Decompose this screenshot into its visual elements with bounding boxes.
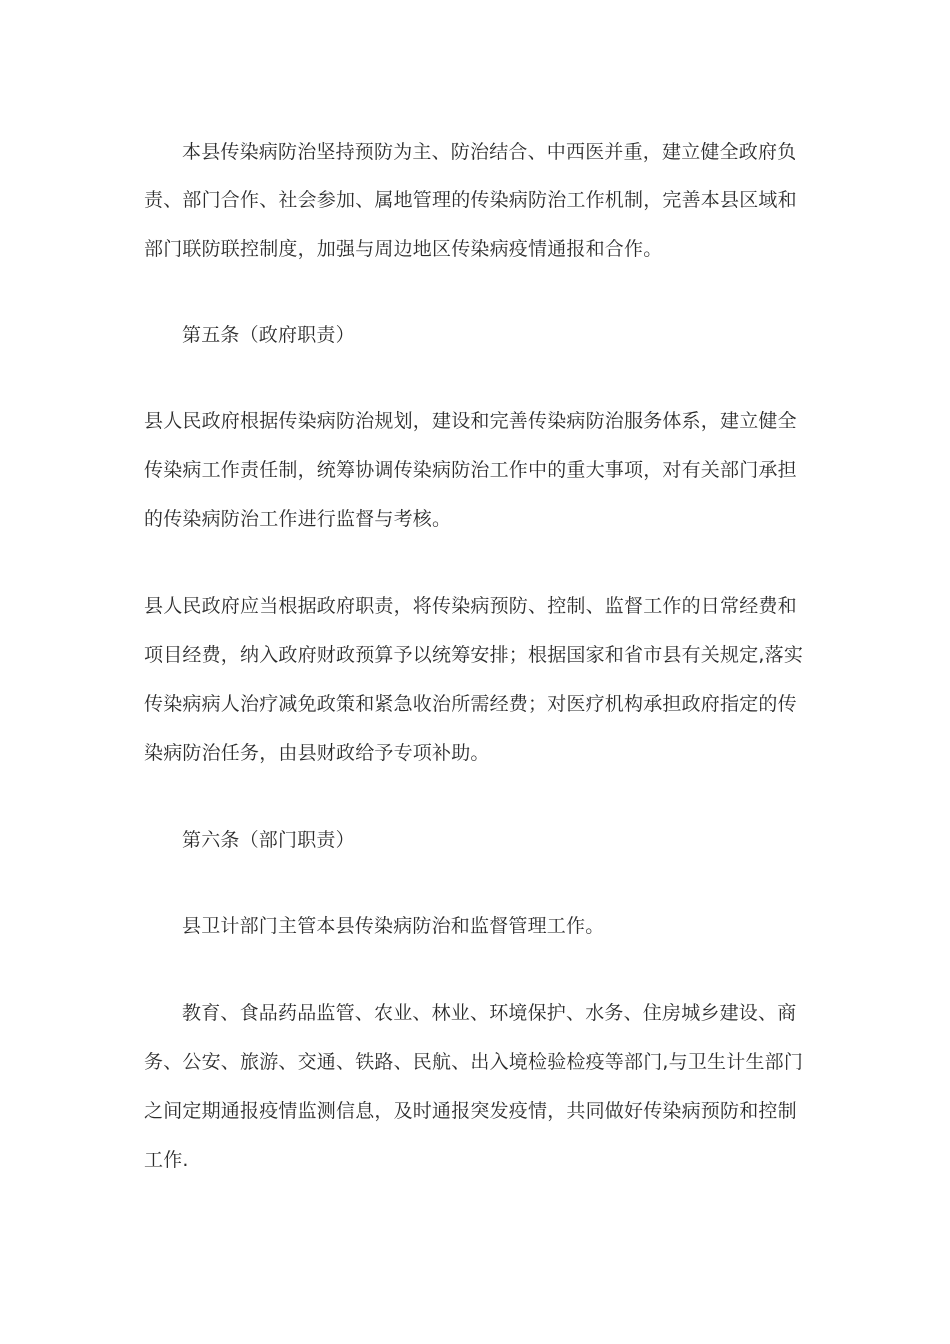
para1-line-1: 本县传染病防治坚持预防为主、防治结合、中西医并重，建立健全政府负 [182,141,797,163]
para4-line-1: 县卫计部门主管本县传染病防治和监督管理工作。 [182,915,605,937]
para2-line-3: 的传染病防治工作进行监督与考核。 [144,508,452,530]
para1-line-2: 责、部门合作、社会参加、属地管理的传染病防治工作机制，完善本县区域和 [144,189,797,211]
para2-line-1: 县人民政府根据传染病防治规划，建设和完善传染病防治服务体系，建立健全 [144,410,797,432]
para3-line-3: 传染病病人治疗减免政策和紧急收治所需经费；对医疗机构承担政府指定的传 [144,693,797,715]
para3-line-4: 染病防治任务，由县财政给予专项补助。 [144,742,490,764]
article-6-heading: 第六条（部门职责） [182,829,355,851]
para3-line-1: 县人民政府应当根据政府职责，将传染病预防、控制、监督工作的日常经费和 [144,595,797,617]
para5-line-2: 务、公安、旅游、交通、铁路、民航、出入境检验检疫等部门,与卫生计生部门 [144,1051,804,1073]
para5-line-4: 工作. [144,1149,189,1171]
para5-line-3: 之间定期通报疫情监测信息，及时通报突发疫情，共同做好传染病预防和控制 [144,1100,797,1122]
para3-line-2: 项目经费，纳入政府财政预算予以统筹安排；根据国家和省市县有关规定,落实 [144,644,804,666]
article-5-heading: 第五条（政府职责） [182,324,355,346]
para2-line-2: 传染病工作责任制，统筹协调传染病防治工作中的重大事项，对有关部门承担 [144,459,797,481]
para1-line-3: 部门联防联控制度，加强与周边地区传染病疫情通报和合作。 [144,238,663,260]
para5-line-1: 教育、食品药品监管、农业、林业、环境保护、水务、住房城乡建设、商 [182,1002,797,1024]
